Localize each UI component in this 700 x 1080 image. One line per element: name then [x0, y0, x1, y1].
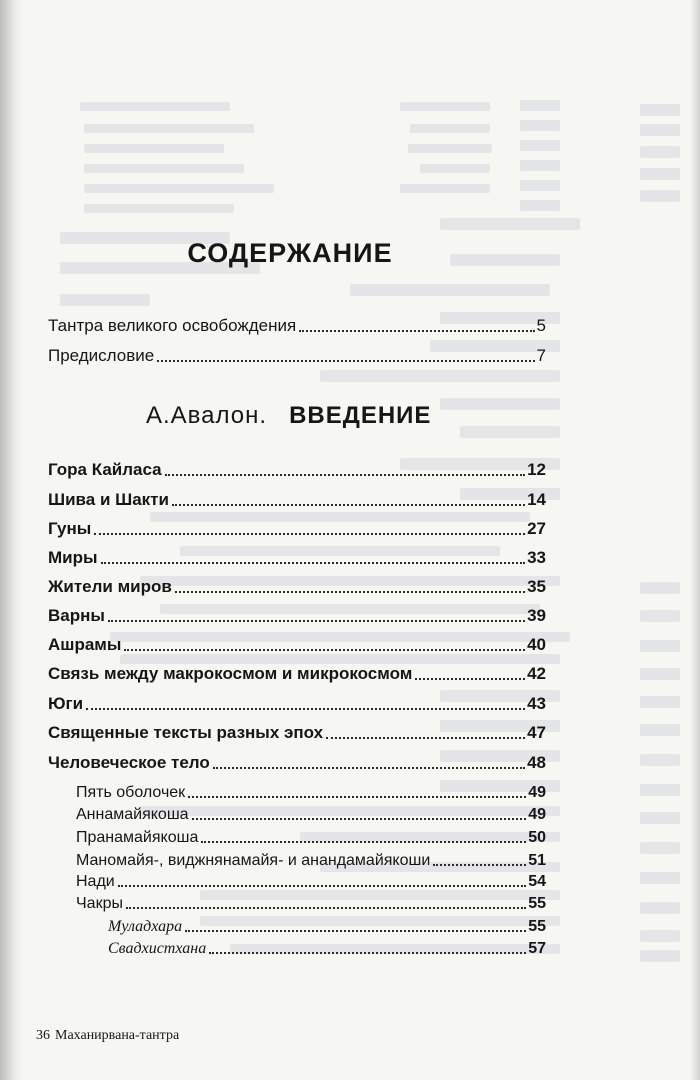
dot-leader	[157, 360, 534, 362]
toc-entry-label: Связь между макрокосмом и микрокосмом	[48, 664, 413, 683]
toc-entry-page: 35	[527, 577, 546, 596]
section-heading	[146, 402, 431, 430]
toc-entry-label: Юги	[48, 694, 84, 713]
toc-entry-label: Миры	[48, 548, 98, 567]
toc-entry[interactable]	[48, 490, 546, 510]
toc-entry-label: Варны	[48, 606, 105, 625]
toc-entry-label: Гора Кайласа	[48, 460, 162, 479]
toc-subentry[interactable]	[76, 784, 546, 802]
dot-leader	[433, 864, 526, 866]
toc-entry-page: 33	[527, 548, 546, 567]
toc-subsubentry[interactable]	[108, 918, 546, 936]
toc-entry-label: Жители миров	[48, 577, 172, 596]
toc-entry-label: Муладхара	[108, 918, 183, 935]
dot-leader	[188, 796, 526, 798]
toc-entry-page: 49	[528, 784, 546, 801]
toc-entry-label: Пять оболочек	[76, 784, 186, 801]
toc-entry-label: Шива и Шакти	[48, 490, 169, 509]
toc-entry-page: 40	[527, 635, 546, 654]
toc-entry-label: Маномайя-, виджнянамайя- и анандамайякоши	[76, 852, 431, 869]
dot-leader	[415, 678, 525, 680]
toc-entry[interactable]	[48, 519, 546, 539]
toc-entry-page: 55	[528, 918, 546, 935]
toc-entry-label: Ашрамы	[48, 635, 122, 654]
toc-entry-page: 43	[527, 694, 546, 713]
dot-leader	[299, 330, 534, 332]
toc-entry[interactable]	[48, 316, 546, 336]
section-author: А.Авалон.	[146, 402, 268, 429]
toc-entry-page: 50	[528, 829, 546, 846]
toc-entry[interactable]	[48, 606, 546, 626]
toc-entry-page: 39	[527, 606, 546, 625]
dot-leader	[201, 841, 526, 843]
dot-leader	[175, 591, 525, 593]
toc-entry-label: Священные тексты разных эпох	[48, 723, 324, 742]
dot-leader	[172, 504, 525, 506]
toc-entry[interactable]	[48, 635, 546, 655]
toc-entry-page: 5	[536, 316, 546, 335]
toc-entry[interactable]	[48, 723, 546, 743]
dot-leader	[165, 474, 525, 476]
toc-subentry[interactable]	[76, 895, 546, 913]
toc-entry-label: Чакры	[76, 895, 123, 912]
dot-leader	[185, 930, 526, 932]
toc-entry-page: 55	[528, 895, 546, 912]
toc-entry-page: 47	[527, 723, 546, 742]
toc-entry[interactable]	[48, 664, 546, 684]
toc-entry-label: Гуны	[48, 519, 92, 538]
toc-entry-page: 54	[528, 873, 546, 890]
toc-entry-label: Свадхистхана	[108, 940, 207, 957]
footer-page-number: 36	[36, 1028, 50, 1043]
dot-leader	[126, 907, 526, 909]
toc-entry[interactable]	[48, 753, 546, 773]
toc-entry[interactable]	[48, 577, 546, 597]
dot-leader	[124, 649, 525, 651]
dot-leader	[101, 562, 526, 564]
page-title: СОДЕРЖАНИЕ	[187, 238, 393, 268]
toc-subentry[interactable]	[76, 806, 546, 824]
dot-leader	[326, 737, 525, 739]
dot-leader	[108, 620, 525, 622]
toc-subsubentry[interactable]	[108, 940, 546, 958]
footer-running-title: Маханирвана-тантра	[55, 1028, 180, 1043]
toc-entry-page: 7	[536, 346, 546, 365]
toc-entry-page: 51	[528, 852, 546, 869]
toc-subentry[interactable]	[76, 829, 546, 847]
running-footer	[36, 1028, 179, 1044]
toc-entry-page: 57	[528, 940, 546, 957]
dot-leader	[86, 708, 525, 710]
toc-entry-label: Нади	[76, 873, 115, 890]
toc-entry-page: 27	[527, 519, 546, 538]
dot-leader	[94, 533, 525, 535]
dot-leader	[209, 952, 526, 954]
toc-entry-label: Человеческое тело	[48, 753, 210, 772]
toc-entry-page: 14	[527, 490, 546, 509]
dot-leader	[118, 885, 526, 887]
toc-entry-label: Предисловие	[48, 346, 155, 365]
toc-entry[interactable]	[48, 694, 546, 714]
toc-entry-page: 48	[527, 753, 546, 772]
toc-entry[interactable]	[48, 460, 546, 480]
toc-entry-page: 42	[527, 664, 546, 683]
dot-leader	[213, 767, 525, 769]
toc-subentry[interactable]	[76, 852, 546, 870]
toc-entry-page: 12	[527, 460, 546, 479]
toc-entry[interactable]	[48, 548, 546, 568]
dot-leader	[192, 818, 527, 820]
toc-entry-label: Пранамайякоша	[76, 829, 199, 846]
toc-entry-label: Аннамайякоша	[76, 806, 189, 823]
toc-subentry[interactable]	[76, 873, 546, 891]
section-title: ВВЕДЕНИЕ	[289, 402, 432, 429]
toc-entry-label: Тантра великого освобождения	[48, 316, 297, 335]
toc-entry[interactable]	[48, 346, 546, 366]
toc-entry-page: 49	[528, 806, 546, 823]
